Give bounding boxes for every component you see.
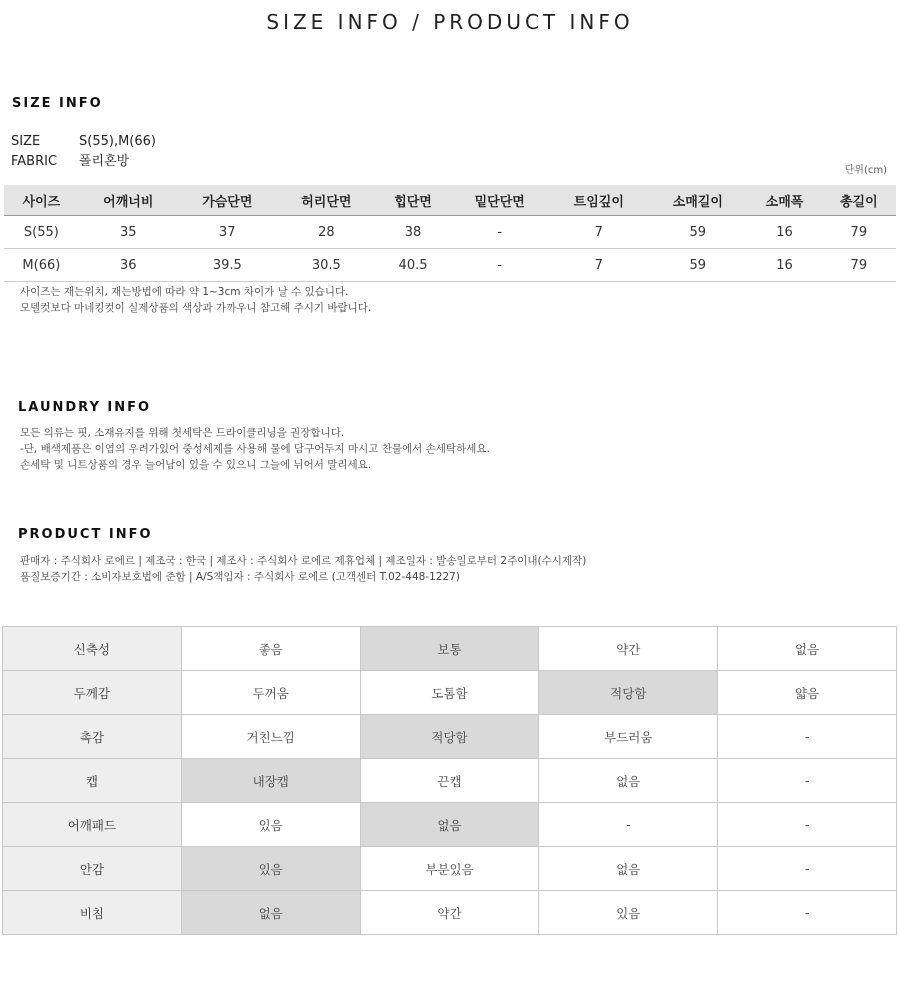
product-note-line: 품질보증기간 : 소비자보호법에 준함 | A/S책임자 : 주식회사 로에르 (고객센터 T.02-448-1227) bbox=[20, 571, 460, 583]
size-table-cell: 59 bbox=[648, 249, 747, 282]
property-option: 약간 bbox=[360, 891, 539, 935]
size-info-heading: SIZE INFO bbox=[12, 96, 103, 111]
size-table-cell: 16 bbox=[747, 216, 821, 249]
property-table bbox=[2, 626, 897, 935]
size-table-cell: 40.5 bbox=[376, 249, 450, 282]
property-option: 얇음 bbox=[718, 671, 897, 715]
size-table-cell: 28 bbox=[277, 216, 376, 249]
property-option: - bbox=[718, 847, 897, 891]
size-table-header: 밑단단면 bbox=[450, 185, 549, 216]
property-option-selected: 보통 bbox=[360, 627, 539, 671]
property-option: 없음 bbox=[539, 847, 718, 891]
property-option: 좋음 bbox=[181, 627, 360, 671]
size-table-header: 사이즈 bbox=[4, 185, 79, 216]
size-table-cell: - bbox=[450, 216, 549, 249]
property-option: 없음 bbox=[539, 759, 718, 803]
size-label: SIZE bbox=[11, 134, 41, 149]
table-row bbox=[4, 249, 896, 282]
property-option: 끈캡 bbox=[360, 759, 539, 803]
property-option-selected: 내장캡 bbox=[181, 759, 360, 803]
laundry-note-line: 손세탁 및 니트상품의 경우 늘어남이 있을 수 있으니 그늘에 뉘어서 말리세요. bbox=[20, 459, 372, 471]
size-value: S(55),M(66) bbox=[79, 134, 156, 149]
property-option-selected: 없음 bbox=[181, 891, 360, 935]
size-table-cell: 16 bbox=[747, 249, 821, 282]
size-table-cell: 7 bbox=[549, 249, 648, 282]
size-spec-row bbox=[11, 134, 156, 149]
size-table-cell: 36 bbox=[79, 249, 178, 282]
size-table-cell: S(55) bbox=[4, 216, 79, 249]
laundry-notes bbox=[20, 425, 490, 473]
property-option: - bbox=[718, 715, 897, 759]
property-option-selected: 있음 bbox=[181, 847, 360, 891]
product-info-heading: PRODUCT INFO bbox=[18, 527, 153, 542]
property-label: 두께감 bbox=[3, 671, 182, 715]
size-table-cell: 35 bbox=[79, 216, 178, 249]
table-row bbox=[4, 216, 896, 249]
property-option: 부분있음 bbox=[360, 847, 539, 891]
property-option: 도톰함 bbox=[360, 671, 539, 715]
size-table-cell: M(66) bbox=[4, 249, 79, 282]
size-table bbox=[4, 185, 896, 282]
property-option: 부드러움 bbox=[539, 715, 718, 759]
laundry-note-line: -단, 배색제품은 이염의 우려가있어 중성세제를 사용해 물에 담구어두지 마시고 찬물에서 손세탁하세요. bbox=[20, 443, 490, 455]
property-label: 촉감 bbox=[3, 715, 182, 759]
property-option: - bbox=[718, 759, 897, 803]
size-table-header: 소매길이 bbox=[648, 185, 747, 216]
size-table-header: 소매폭 bbox=[747, 185, 821, 216]
size-table-header: 가슴단면 bbox=[178, 185, 277, 216]
size-note-line: 사이즈는 재는위치, 재는방법에 따라 약 1~3cm 차이가 날 수 있습니다. bbox=[20, 286, 349, 298]
property-label: 신축성 bbox=[3, 627, 182, 671]
size-table-cell: 79 bbox=[822, 249, 896, 282]
property-option: 없음 bbox=[718, 627, 897, 671]
property-label: 비침 bbox=[3, 891, 182, 935]
property-label: 안감 bbox=[3, 847, 182, 891]
size-table-cell: - bbox=[450, 249, 549, 282]
property-option: - bbox=[718, 891, 897, 935]
unit-note: 단위(cm) bbox=[844, 165, 887, 176]
property-option: - bbox=[539, 803, 718, 847]
table-row bbox=[3, 759, 897, 803]
page-title: SIZE INFO / PRODUCT INFO bbox=[266, 10, 634, 34]
fabric-label: FABRIC bbox=[11, 154, 58, 169]
table-row bbox=[3, 627, 897, 671]
table-row bbox=[3, 715, 897, 759]
product-notes bbox=[20, 553, 586, 585]
size-table-header: 힙단면 bbox=[376, 185, 450, 216]
property-label: 어깨패드 bbox=[3, 803, 182, 847]
size-note-line: 모델컷보다 마네킹컷이 실제상품의 색상과 가까우니 참고해 주시기 바랍니다. bbox=[20, 302, 372, 314]
size-table-cell: 39.5 bbox=[178, 249, 277, 282]
property-option-selected: 적당함 bbox=[360, 715, 539, 759]
table-row bbox=[3, 891, 897, 935]
size-notes bbox=[20, 284, 371, 316]
fabric-value: 폴리혼방 bbox=[79, 154, 130, 169]
size-table-cell: 7 bbox=[549, 216, 648, 249]
size-table-header: 총길이 bbox=[822, 185, 896, 216]
size-table-header: 어깨너비 bbox=[79, 185, 178, 216]
size-table-cell: 79 bbox=[822, 216, 896, 249]
size-table-header: 허리단면 bbox=[277, 185, 376, 216]
size-table-cell: 37 bbox=[178, 216, 277, 249]
size-table-header: 트임깊이 bbox=[549, 185, 648, 216]
property-option: - bbox=[718, 803, 897, 847]
laundry-note-line: 모든 의류는 핏, 소재유지를 위해 첫세탁은 드라이클리닝을 권장합니다. bbox=[20, 427, 345, 439]
property-option: 거친느낌 bbox=[181, 715, 360, 759]
property-label: 캡 bbox=[3, 759, 182, 803]
product-note-line: 판매자 : 주식회사 로에르 | 제조국 : 한국 | 제조사 : 주식회사 로에르 제휴업체 | 제조일자 : 발송일로부터 2주이내(수시제작) bbox=[20, 555, 587, 567]
table-row bbox=[3, 671, 897, 715]
laundry-info-heading: LAUNDRY INFO bbox=[18, 400, 152, 415]
fabric-spec-row bbox=[11, 150, 129, 169]
property-option: 두꺼움 bbox=[181, 671, 360, 715]
size-table-header-row bbox=[4, 185, 896, 216]
table-row bbox=[3, 847, 897, 891]
size-table-cell: 59 bbox=[648, 216, 747, 249]
property-option: 약간 bbox=[539, 627, 718, 671]
size-table-cell: 38 bbox=[376, 216, 450, 249]
property-option-selected: 없음 bbox=[360, 803, 539, 847]
property-option-selected: 적당함 bbox=[539, 671, 718, 715]
property-option: 있음 bbox=[539, 891, 718, 935]
property-option: 있음 bbox=[181, 803, 360, 847]
table-row bbox=[3, 803, 897, 847]
size-table-cell: 30.5 bbox=[277, 249, 376, 282]
